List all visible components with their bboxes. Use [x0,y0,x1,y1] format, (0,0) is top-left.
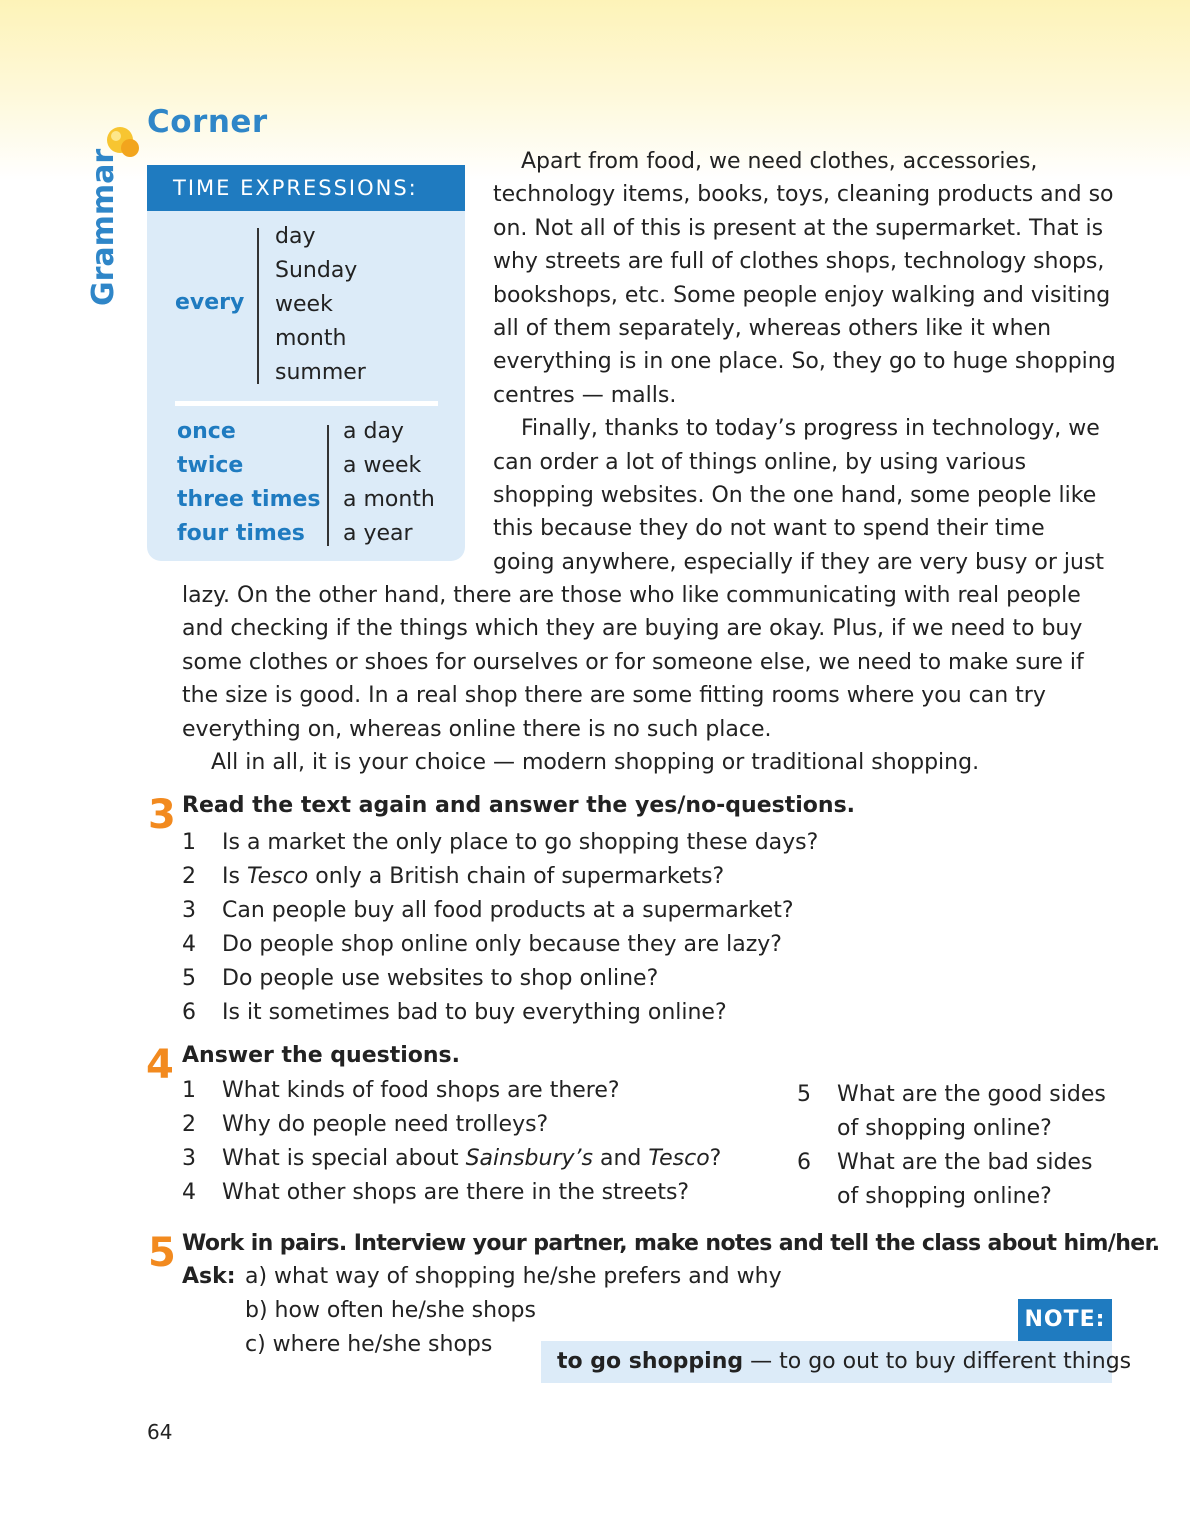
frequency-item: once [177,419,236,444]
ex4-question-5: 5 What are the good sides of shopping online? [797,1082,1106,1141]
text-line: all of them separately, whereas others like it when [493,316,1052,342]
text-line: can order a lot of things online, by using various [493,449,1027,475]
text-line: All in all, it is your choice — modern shopping or traditional shopping. [211,750,980,776]
text-line: everything on, whereas online there is no such place. [182,716,772,742]
ex4-question-3: 3 What is special about Sainsbury’s and Tesco? [182,1146,722,1171]
ask-label: Ask: [182,1264,236,1289]
ask-item-c: c) where he/she shops [245,1332,493,1357]
ex3-question-1: 1 Is a market the only place to go shopping these days? [182,830,819,855]
text-line: Finally, thanks to today’s progress in technology, we [521,416,1100,442]
every-item: week [275,292,333,317]
exercise-3-number: 3 [148,792,176,838]
grammar-side-label: Grammar [86,148,121,306]
every-item: Sunday [275,258,358,283]
text-line: Apart from food, we need clothes, accessories, [521,149,1038,174]
reading-narrow-column [493,145,1116,579]
divider-line [257,228,259,384]
ask-item-b: b) how often he/she shops [245,1298,536,1323]
text-line: bookshops, etc. Some people enjoy walking and visiting [493,282,1111,308]
text-line: shopping websites. On the one hand, some people like [493,483,1097,509]
every-item: month [275,326,347,351]
exercise-4-title: Answer the questions. [182,1043,461,1068]
every-items-list [275,220,366,390]
ex3-question-6: 6 Is it sometimes bad to buy everything online? [182,1000,727,1025]
note-term: to go shopping [557,1349,744,1374]
text-line: lazy. On the other hand, there are those who like communicating with real people [182,583,1081,608]
period-item: a year [343,521,413,546]
text-line: on. Not all of this is present at the supermarket. That is [493,215,1104,241]
exercise-3-title: Read the text again and answer the yes/no-questions. [182,793,856,818]
exercise-4-number: 4 [146,1042,174,1088]
ex4-question-1: 1 What kinds of food shops are there? [182,1078,620,1103]
text-line: everything is in one place. So, they go to huge shopping [493,349,1116,375]
exercise-5-title: Work in pairs. Interview your partner, make notes and tell the class about him/her. [182,1231,1160,1256]
reading-wide-block [182,579,1084,779]
exercise-5-number: 5 [148,1230,176,1276]
text-line: technology items, books, toys, cleaning products and so [493,182,1114,208]
every-item: summer [275,360,366,385]
text-line: some clothes or shoes for ourselves or for someone else, we need to make sure if [182,649,1084,675]
text-line: why streets are full of clothes shops, technology shops, [493,249,1105,275]
every-label: every [175,290,245,315]
section-separator [175,401,438,406]
text-line: centres — malls. [493,382,677,408]
time-expressions-header: TIME EXPRESSIONS: [147,165,465,211]
ex3-question-3: 3 Can people buy all food products at a supermarket? [182,898,794,923]
text-line: and checking if the things which they are buying are okay. Plus, if we need to buy [182,616,1083,642]
text-line: this because they do not want to spend their time [493,516,1045,542]
grammar-corner-title: Corner [147,104,268,140]
every-item: day [275,224,316,249]
ex4-question-6: 6 What are the bad sides of shopping online? [797,1150,1093,1209]
ask-item-a: a) what way of shopping he/she prefers and why [245,1264,782,1289]
ex4-question-2: 2 Why do people need trolleys? [182,1112,549,1137]
divider-line [327,425,329,546]
frequency-list [177,415,321,551]
ex4-question-4: 4 What other shops are there in the streets? [182,1180,690,1205]
period-item: a week [343,453,422,478]
page-number: 64 [147,1420,173,1444]
period-item: a month [343,487,435,512]
period-item: a day [343,419,404,444]
ex3-question-5: 5 Do people use websites to shop online? [182,966,659,991]
frequency-item: three times [177,487,321,512]
note-box [541,1341,1132,1383]
text-line: the size is good. In a real shop there are some fitting rooms where you can try [182,683,1046,709]
frequency-item: twice [177,453,244,478]
text-line: going anywhere, especially if they are very busy or just [493,549,1105,575]
frequency-item: four times [177,521,305,546]
note-label: NOTE: [1018,1299,1112,1341]
period-list [343,415,435,551]
ex3-question-2: 2 Is Tesco only a British chain of supermarkets? [182,864,725,889]
note-definition: — to go out to buy different things [743,1349,1132,1374]
ex3-question-4: 4 Do people shop online only because they are lazy? [182,932,782,957]
